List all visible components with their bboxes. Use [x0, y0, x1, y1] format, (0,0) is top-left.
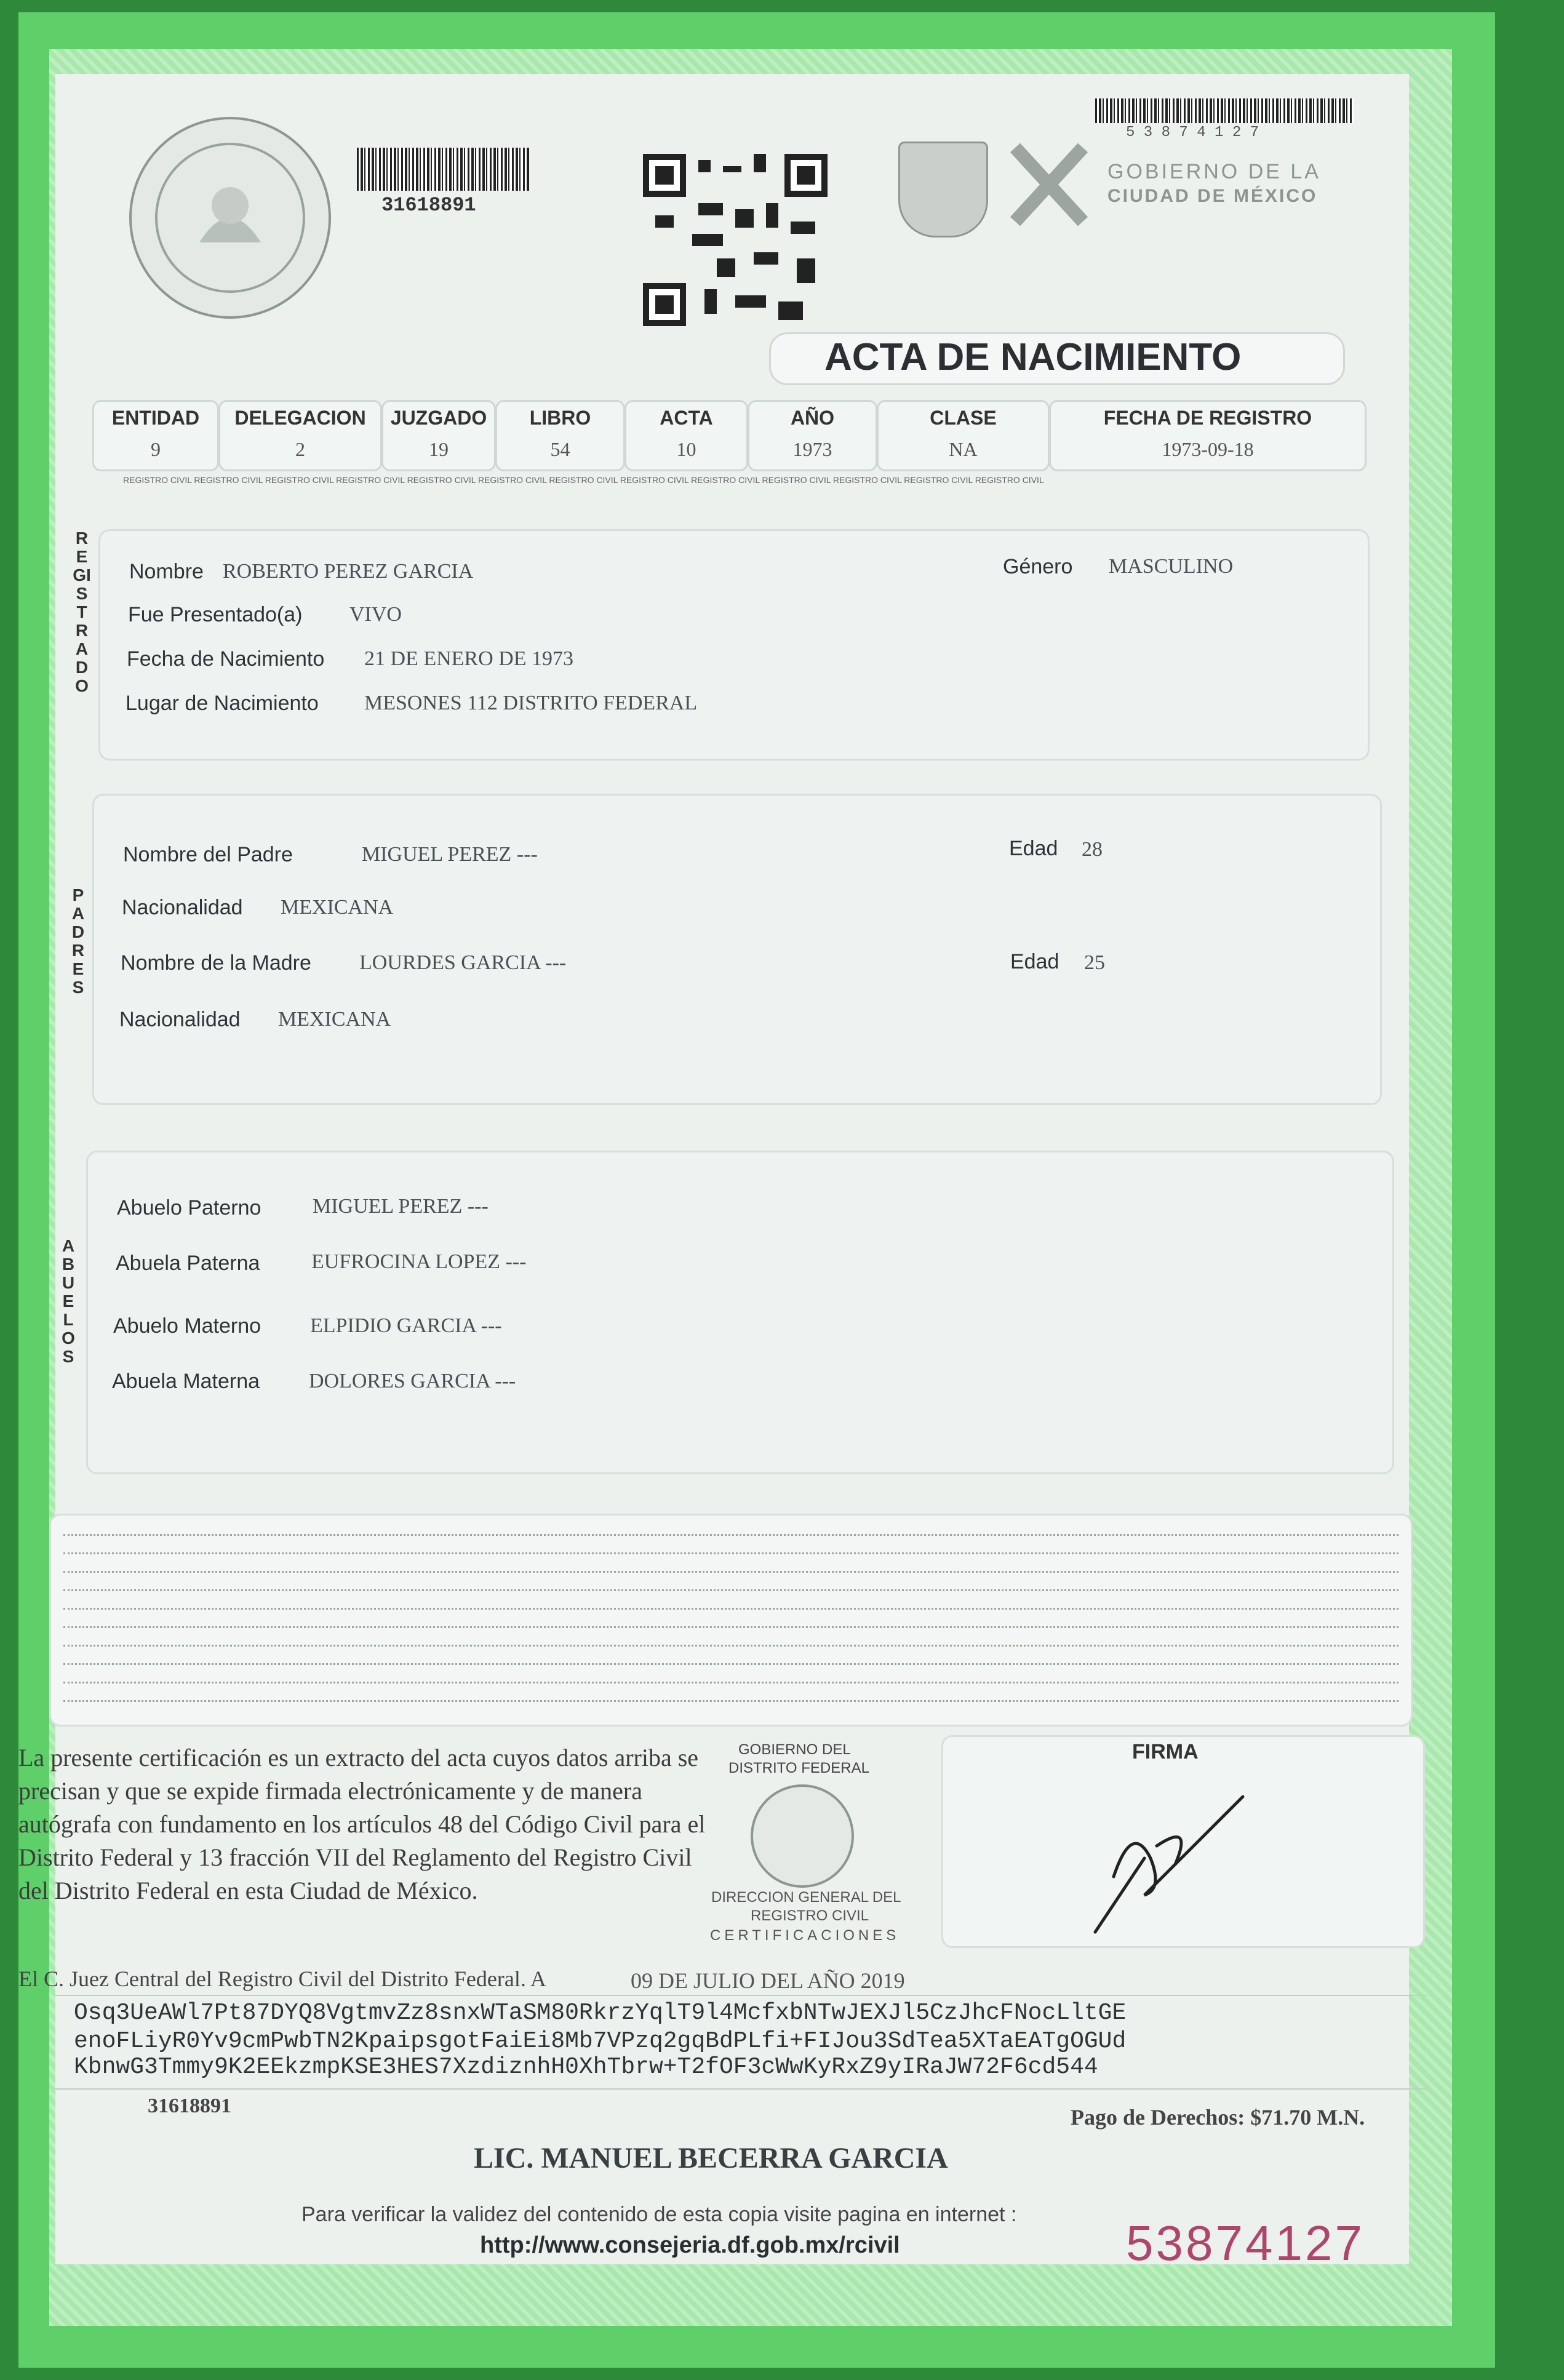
cdmx-logo-icon	[1003, 135, 1095, 234]
registry-label-delegacion: DELEGACION	[234, 407, 366, 429]
gov-logo-line1: GOBIERNO DE LA	[1107, 160, 1321, 183]
abuela-paterna-label: Abuela Paterna	[116, 1252, 260, 1275]
abuelo-paterno-value: MIGUEL PEREZ ---	[313, 1195, 489, 1218]
registry-cell-entidad	[92, 400, 219, 471]
fecha-nacimiento-value: 21 DE ENERO DE 1973	[364, 647, 573, 670]
abuelo-materno-value: ELPIDIO GARCIA ---	[310, 1314, 502, 1337]
registry-cell-delegacion	[218, 400, 382, 471]
lugar-nacimiento-label: Lugar de Nacimiento	[126, 692, 319, 715]
madre-nacionalidad-value: MEXICANA	[278, 1008, 391, 1031]
direccion-line3: CERTIFICACIONES	[710, 1927, 900, 1944]
gov-df-line1: GOBIERNO DEL	[738, 1741, 851, 1758]
padres-section	[92, 794, 1382, 1105]
abuelo-paterno-label: Abuelo Paterno	[117, 1196, 261, 1220]
abuela-materna-label: Abuela Materna	[112, 1370, 260, 1393]
madre-value: LOURDES GARCIA ---	[359, 951, 567, 974]
verify-url[interactable]: http://www.consejeria.df.gob.mx/rcivil	[480, 2232, 900, 2258]
padres-side-label: PADRES	[71, 885, 85, 997]
abuela-paterna-value: EUFROCINA LOPEZ ---	[311, 1250, 527, 1273]
barcode-number: 31618891	[381, 194, 476, 217]
padre-nacionalidad-value: MEXICANA	[281, 896, 394, 919]
padre-value: MIGUEL PEREZ ---	[362, 843, 538, 866]
padre-label: Nombre del Padre	[123, 843, 293, 866]
registry-label-entidad: ENTIDAD	[111, 407, 200, 429]
hash-line1: Osq3UeAWl7Pt87DYQ8VgtmvZz8snxWTaSM80RkrzYqlT9l4McfxbNTwJEXJl5CzJhcFNocLltGE	[74, 2000, 1127, 2026]
registry-value-fecha-registro: 1973-09-18	[1162, 438, 1254, 460]
gov-logo-line2: CIUDAD DE MÉXICO	[1107, 186, 1318, 206]
abuelo-materno-label: Abuelo Materno	[113, 1314, 261, 1338]
registro-civil-seal-icon	[751, 1784, 854, 1888]
gov-df-line2: DISTRITO FEDERAL	[728, 1760, 869, 1776]
certificate-paper	[18, 74, 1409, 2270]
registry-cell-clase	[877, 400, 1050, 471]
abuelos-section	[86, 1151, 1394, 1474]
juez-date: 09 DE JULIO DEL AÑO 2019	[631, 1968, 905, 1993]
presentado-label: Fue Presentado(a)	[128, 603, 303, 626]
verify-text: Para verificar la validez del contenido de esta copia visite pagina en internet :	[301, 2203, 1017, 2226]
presentado-value: VIVO	[349, 603, 402, 626]
registry-label-acta: ACTA	[660, 407, 713, 429]
registry-label-ano: AÑO	[790, 407, 835, 429]
direccion-line2: REGISTRO CIVIL	[751, 1907, 869, 1924]
nombre-value: ROBERTO PEREZ GARCIA	[223, 560, 474, 583]
nombre-label: Nombre	[129, 560, 204, 583]
registry-label-clase: CLASE	[930, 407, 997, 429]
cdmx-shield-icon	[898, 142, 988, 238]
barcode-icon	[357, 148, 529, 191]
qr-code-icon	[643, 154, 828, 326]
hash-line2: enoFLiyR0Yv9cmPwbTN2KpaipsgotFaiEi8Mb7VPzq2gqBdPLfi+FIJou3SdTea5XTaEATgOGUd	[74, 2028, 1127, 2055]
registry-value-juzgado: 19	[429, 438, 449, 460]
direccion-line1: DIRECCION GENERAL DEL	[711, 1889, 901, 1906]
registry-value-entidad: 9	[151, 438, 161, 460]
padre-edad-label: Edad	[1009, 837, 1058, 860]
abuelos-side-label: ABUELOS	[62, 1236, 75, 1366]
genero-label: Género	[1003, 555, 1073, 578]
certification-text: La presente certificación es un extracto del acta cuyos datos arriba se precisan y que se expide firmada electrónicamente y de manera autógrafa con fundamento en los artículos 48 del Código Civil para el Distrito Federal y 13 fracción VII del Reglamento del Registro Civil del Distrito Federal en esta Ciudad de México.	[18, 1744, 706, 1904]
registry-value-clase: NA	[949, 438, 978, 460]
registry-value-ano: 1973	[792, 438, 832, 460]
signature-icon	[1089, 1784, 1274, 1938]
registry-cell-ano	[748, 400, 877, 471]
top-barcode-number: 5 3 8 7 4 1 2 7	[1126, 124, 1259, 141]
registry-cell-libro	[495, 400, 625, 471]
genero-value: MASCULINO	[1109, 555, 1234, 578]
registry-cell-juzgado	[381, 400, 496, 471]
registry-value-acta: 10	[676, 438, 696, 460]
madre-edad-value: 25	[1084, 951, 1105, 974]
firma-label: FIRMA	[1132, 1740, 1199, 1763]
madre-edad-label: Edad	[1010, 950, 1059, 973]
padre-edad-value: 28	[1082, 838, 1103, 861]
lugar-nacimiento-value: MESONES 112 DISTRITO FEDERAL	[364, 692, 698, 714]
madre-label: Nombre de la Madre	[121, 951, 311, 975]
pago-derechos: Pago de Derechos: $71.70 M.N.	[1071, 2105, 1365, 2130]
juez-name: LIC. MANUEL BECERRA GARCIA	[474, 2142, 948, 2174]
annotations-area	[49, 1514, 1413, 1727]
registry-label-libro: LIBRO	[529, 407, 591, 429]
registry-cell-acta	[624, 400, 748, 471]
madre-nacionalidad-label: Nacionalidad	[119, 1008, 241, 1031]
abuela-materna-value: DOLORES GARCIA ---	[309, 1370, 516, 1392]
doc-title: ACTA DE NACIMIENTO	[824, 336, 1242, 378]
registrado-side-label: REGISTRADO	[73, 529, 91, 695]
top-barcode-icon	[1095, 98, 1354, 123]
padre-nacionalidad-label: Nacionalidad	[122, 896, 243, 919]
registry-label-fecha-registro: FECHA DE REGISTRO	[1103, 407, 1312, 429]
registry-value-libro: 54	[550, 438, 570, 460]
registry-value-delegacion: 2	[295, 438, 305, 460]
national-seal-icon	[129, 117, 331, 319]
registry-cell-fecha-registro	[1049, 400, 1367, 471]
juez-line: El C. Juez Central del Registro Civil del Distrito Federal. A	[18, 1967, 546, 1991]
folio-number: 31618891	[148, 2094, 231, 2117]
registry-microtext: REGISTRO CIVIL REGISTRO CIVIL REGISTRO CIVIL REGISTRO CIVIL REGISTRO CIVIL REGISTRO CIVIL REGISTRO CIVIL REGISTRO CIVIL REGISTRO CIVIL REGISTRO CIVIL REGISTRO CIVIL REGISTRO CIVIL REGISTRO CIVIL	[123, 475, 1044, 485]
fecha-nacimiento-label: Fecha de Nacimiento	[127, 647, 325, 671]
registry-label-juzgado: JUZGADO	[390, 407, 487, 429]
serial-number: 53874127	[1126, 2216, 1365, 2270]
hash-line3: KbnwG3Tmmy9K2EEkzmpKSE3HES7XzdiznhH0XhTbrw+T2fOF3cWwKyRxZ9yIRaJW72F6cd544	[74, 2054, 1098, 2080]
